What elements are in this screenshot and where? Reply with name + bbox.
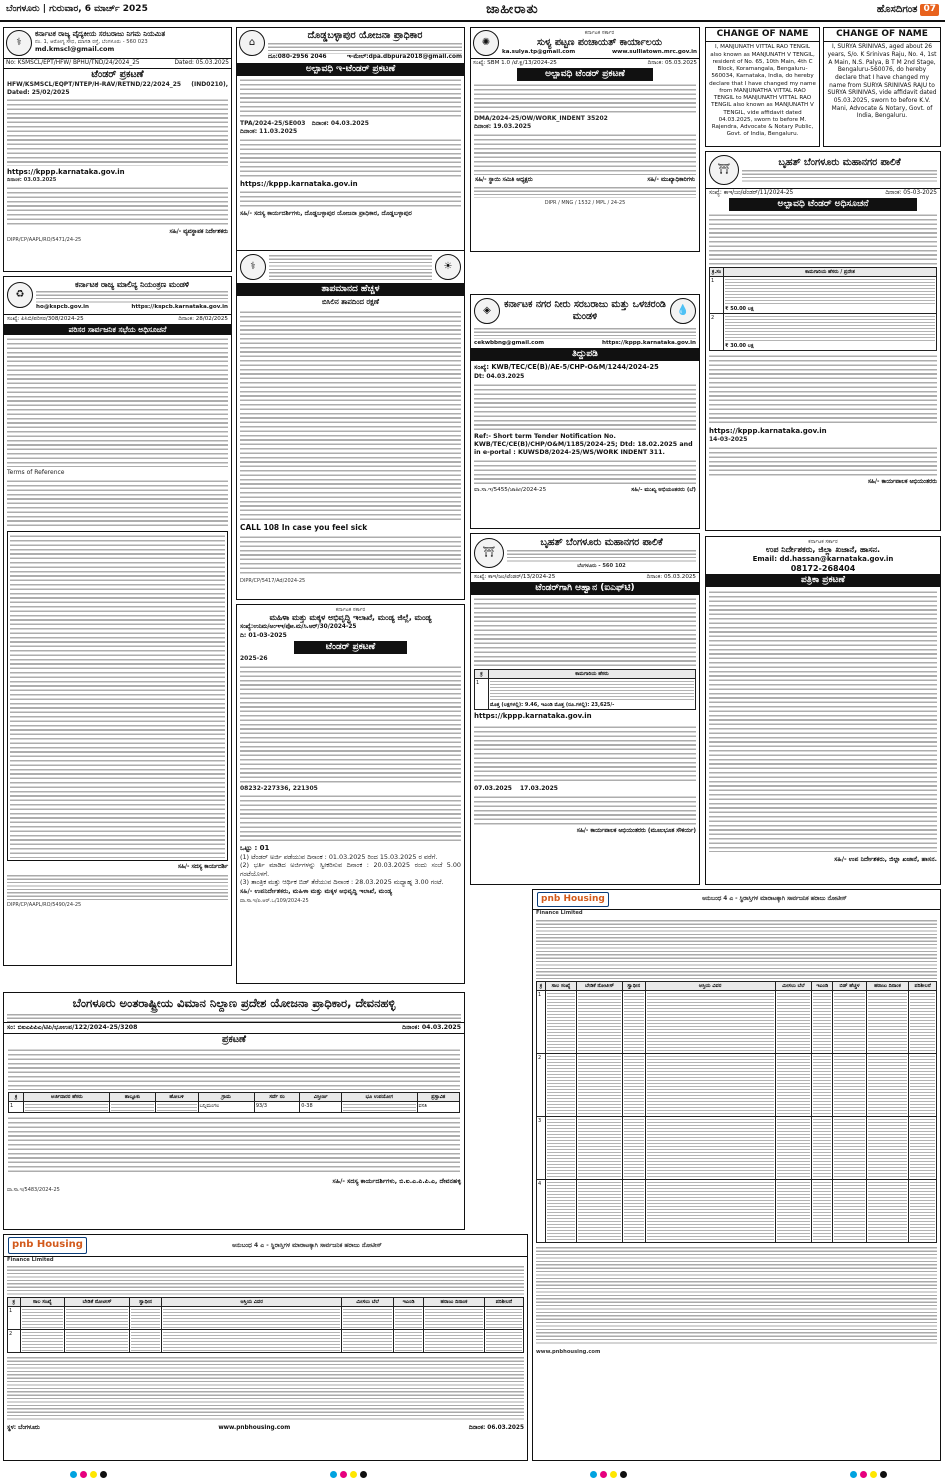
dpa-body-text-3 [240, 190, 461, 208]
kuwsdb-short-ref: Ref:- Short term Tender Notification No. KWB/TEC/CE(B)/CHP/O&M/1185/2024-25; Dtd: 18.02.2025 and in e-portal : KUWSD8/2024-25/WS/WORK INDENT 311. [474, 432, 693, 456]
bbmp-1-col-sl: ಕ್ರ.ಸಂ [710, 268, 724, 277]
dpa-tender-ref: TPA/2024-25/SE003 [240, 120, 306, 128]
bbmp-1-col-work: ಕಾಮಗಾರಿಯ ಹೆಸರು / ಪ್ರದೇಶ [724, 268, 937, 277]
biappa-title: ಬೆಂಗಳೂರು ಅಂತರಾಷ್ಟ್ರೀಯ ವಿಮಾನ ನಿಲ್ದಾಣ ಪ್ರದೇಶ ಯೋಜನಾ ಪ್ರಾಧಿಕಾರ, ದೇವನಹಳ್ಳಿ [72, 996, 396, 1010]
kspcb-emblem-icon: ♻ [7, 282, 33, 308]
kuwsdb-website[interactable]: https://kppp.karnataka.gov.in [602, 340, 696, 346]
kmscl-tender-ref: HFW/KSMSCL/EQPT/NTEP/H-RAV/RETND/22/2024_25 (IND0210), Dated: 25/02/2025 [7, 81, 228, 96]
kuwsdb-dipr: ವಾ.ಸಾ.ಇ/5455/ಜಾಹೀ/2024-25 [474, 486, 547, 493]
registration-dots-1 [70, 1471, 107, 1478]
dpa-body-text-2 [240, 138, 461, 178]
dpa-body-text [240, 78, 461, 118]
bbmp-1-notice: ಅಲ್ಪಾವಧಿ ಟೆಂಡರ್ ಅಧಿಸೂಚನೆ [729, 198, 916, 211]
table-row: 4 [537, 1179, 937, 1242]
bbmp-2-amount: ಮೊತ್ತ (ಲಕ್ಷಗಳಲ್ಲಿ): 9.46, ಇಎಂಡಿ ಮೊತ್ತ (ರೂ.ಗಳಲ್ಲಿ): 23,625/- [490, 702, 615, 709]
kmscl-portal-link[interactable]: https://kppp.karnataka.gov.in [7, 168, 125, 177]
bbmp-2-col-name: ಕಾಮಗಾರಿಯ ಹೆಸರು [489, 670, 696, 679]
dpa-email[interactable]: ಇ-ಮೇಲ್:dpa.dbpura2018@gmail.com [347, 53, 462, 60]
treasury-notice: ಪತ್ರಿಕಾ ಪ್ರಕಟಣೆ [706, 574, 940, 587]
sullia-dipr: DIPR / MNG / 1532 / MPL / 24-25 [544, 199, 626, 206]
wcd-ref: ಸಂಖ್ಯೆ:ಉನಿಮ/ಅಂಇಇ/ಪೋ.ಮ/ಸಿ.ಆರ್/30/2024-25 [240, 624, 357, 631]
table-row: 1 ಮೊತ್ತ (ಲಕ್ಷಗಳಲ್ಲಿ): 9.46, ಇಎಂಡಿ ಮೊತ್ತ (ರೂ.ಗಳಲ್ಲಿ): 23,625/- [475, 679, 696, 710]
dpa-tender-date: ದಿನಾಂಕ: 04.03.2025 [311, 120, 369, 128]
pnb-top-header [533, 890, 940, 910]
ad-pnb-housing-bottom [3, 1234, 528, 1461]
kspcb-venue-box [7, 531, 228, 861]
sullia-body-text-2 [474, 133, 696, 175]
change-name-1-title: CHANGE OF NAME [706, 28, 819, 42]
kspcb-dipr: DIPR/CP/AAPL/RO/5490/24-25 [7, 901, 82, 908]
biappa-body-text [8, 1048, 460, 1090]
wcd-dipr: ವಾ.ಸಾ.ಇ/ಪಿ.ಆರ್.ಒ/109/2024-25 [240, 897, 309, 904]
table-row: 2 [8, 1329, 524, 1352]
kmscl-body-text [7, 98, 228, 166]
wcd-signature: ಸಹಿ/- ಉಪನಿರ್ದೇಶಕರು, ಮಹಿಳಾ ಮತ್ತು ಮಕ್ಕಳ ಅಭಿವೃದ್ಧಿ ಇಲಾಖೆ, ಮಂಡ್ಯ [240, 887, 393, 895]
bbmp-2-body-text-2 [474, 725, 696, 783]
wcd-body-text [240, 665, 461, 783]
change-name-2-title: CHANGE OF NAME [824, 28, 940, 42]
bbmp-2-body-text [474, 597, 696, 667]
pnb-bottom-website[interactable]: www.pnbhousing.com [218, 1424, 291, 1431]
dpa-emblem-icon: ⌂ [239, 30, 265, 56]
pnb-top-logo [537, 892, 609, 907]
page-number: 07 [920, 4, 939, 15]
pnb-top-body-text [536, 919, 937, 979]
paper-name [877, 4, 939, 17]
bbmp-2-pin: ಬೆಂಗಳೂರು - 560 102 [577, 562, 626, 569]
bbmp-1-deadline: 14-03-2025 [709, 436, 748, 444]
biappa-land-table: ಕ್ರ ಅರ್ಜಿದಾರರ ಹೆಸರು ತಾಲ್ಲೂಕು ಹೋಬಳಿ ಗ್ರಾಮ ಸರ್ವೆ ನಂ ವಿಸ್ತೀರ್ಣ ಭೂ ಉಪಯೋಗ ಪ್ರಸ್ತಾವಿತ 1 ಬನ್ನಿಮಂಗಲ 93/3 0-38 ವಸತಿ [8, 1092, 460, 1113]
kspcb-signature: ಸಹಿ/- ಸದಸ್ಯ ಕಾರ್ಯದರ್ಶಿ [177, 863, 228, 870]
kspcb-title: ಕರ್ನಾಟಕ ರಾಜ್ಯ ಮಾಲಿನ್ಯ ನಿಯಂತ್ರಣ ಮಂಡಳಿ [74, 280, 190, 289]
table-row: 2 [537, 1053, 937, 1116]
table-row: 1 ₹ 50.00 ಲಕ್ಷ [710, 277, 937, 314]
bbmp-2-date-1: 07.03.2025 [474, 785, 512, 793]
kuwsdb-signature: ಸಹಿ/- ಮುಖ್ಯ ಅಭಿಯಂತರರು (ಬೆ) [631, 486, 696, 493]
change-name-2-body: I, SURYA SRINIVAS, aged about 26 years, S/o. K Srinivas Raju, No. 4, 1st A Main, N.S. Palya, B T M 2nd Stage, Bengaluru-560076, do hereby declare that I have changed my name from SURYA SRINIVAS RAJU to SURYA SRINIVAS, vide affidavit dated 05.03.2025, sworn to before K.V. Mani, Advocate & Notary, Govt. of India, Bengaluru. [827, 44, 937, 120]
health-emblem-left-icon: ⚕ [240, 254, 266, 280]
biappa-body-text-2 [8, 1116, 460, 1174]
registration-dots-4 [850, 1471, 887, 1478]
kspcb-body-text-2 [7, 479, 228, 529]
table-row: 1 [8, 1306, 524, 1329]
bbmp-1-emblem-icon: ⛩ [709, 155, 739, 185]
pnb-bottom-logo-main: pnb [12, 1239, 34, 1250]
pnb-top-annex: ಅನುಬಂಧ 4 ಎ - ಸ್ಥಿರಾಸ್ತಿಗಳ ಮಾರಾಟಕ್ಕಾಗಿ ಸಾರ್ವಜನಿಕ ಹರಾಜು ನೋಟೀಸ್ [702, 896, 847, 903]
pnb-top-logo-sub: Housing [563, 894, 605, 904]
bbmp-2-signature: ಸಹಿ/- ಕಾರ್ಯಪಾಲಕ ಅಭಿಯಂತರರು (ಮೂಲಭೂತ ಸೌಕರ್ಯ) [576, 827, 696, 834]
kmscl-org: ಕರ್ನಾಟಕ ರಾಜ್ಯ ವೈದ್ಯಕೀಯ ಸರಬರಾಜು ನಿಗಮ ನಿಯಮಿತ [35, 30, 166, 38]
health-body-text [240, 310, 461, 520]
health-emblem-right-icon: ☀ [435, 254, 461, 280]
sullia-signature-1: ಸಹಿ/- ಸ್ಥಾಯಿ ಸಮಿತಿ ಅಧ್ಯಕ್ಷರು [475, 176, 533, 183]
kspcb-body-text-3 [7, 874, 228, 900]
pnb-top-tagline: Finance Limited [536, 910, 583, 917]
bbmp-2-portal-link[interactable]: https://kppp.karnataka.gov.in [474, 712, 592, 721]
bbmp-1-row2-cost: ₹ 30.00 ಲಕ್ಷ [725, 343, 754, 350]
wcd-schedule-2: (2) ಭರ್ತಿ ಮಾಡಿದ ಅರ್ಜಿಗಳನ್ನು ಸ್ವೀಕರಿಸುವ ದಿನಾಂಕ : 20.03.2025 ರಂದು ಸಂಜೆ 5.00 ಗಂಟೆಯೊಳಗೆ. [240, 861, 461, 878]
dpa-deadline: ದಿನಾಂಕ: 11.03.2025 [240, 128, 298, 136]
pnb-bottom-header [4, 1235, 527, 1257]
treasury-phone: 08172-268404 [790, 564, 856, 574]
bbmp-1-body-text-2 [709, 354, 937, 424]
kuwsdb-ref: ಸಂಖ್ಯೆ: KWB/TEC/CE(B)/AE-5/CHP-O&M/1244/2024-25 [474, 363, 659, 372]
bbmp-1-title: ಬೃಹತ್ ಬೆಂಗಳೂರು ಮಹಾನಗರ ಪಾಲಿಕೆ [778, 157, 901, 169]
health-title: ತಾಪಮಾನದ ಹೆಚ್ಚಳ [237, 283, 464, 296]
sullia-body-text [474, 83, 696, 113]
wcd-gov: ಕರ್ನಾಟಕ ಸರ್ಕಾರ [335, 607, 366, 613]
biappa-use: ವಸತಿ [417, 1102, 459, 1113]
kuwsdb-emblem-right-icon: 💧 [670, 298, 696, 324]
kmscl-dipr: DIPR/CP/AAPL/RO/5471/24-25 [7, 236, 82, 243]
wcd-dated: ದಿ: 01-03-2025 [240, 632, 287, 640]
date-line: ಬೆಂಗಳೂರು | ಗುರುವಾರ, 6 ಮಾರ್ಚ್ 2025 [6, 4, 148, 15]
bbmp-1-ref: ಸಂಖ್ಯೆ: ಕಾಇ/ಜಂ/ಟೆಂಡರ್/11/2024-25 [709, 190, 794, 196]
wcd-period: 2025-26 [240, 655, 268, 663]
pnb-bottom-logo-sub: Housing [36, 1239, 83, 1250]
kspcb-tor: Terms of Reference [7, 469, 65, 477]
biappa-dipr: ವಾ.ಸಾ.ಇ/5483/2024-25 [7, 1186, 60, 1193]
kuwsdb-dated: Dt: 04.03.2025 [474, 373, 525, 381]
table-row: 1 [537, 990, 937, 1053]
ad-biappa [3, 992, 465, 1230]
paper-logo-text: ಹೊಸದಿಗಂತ [876, 3, 918, 15]
bbmp-1-portal-link[interactable]: https://kppp.karnataka.gov.in [709, 427, 827, 436]
pnb-bottom-date: ದಿನಾಂಕ: 06.03.2025 [468, 1424, 524, 1431]
treasury-title: ಉಪ ನಿರ್ದೇಶಕರು, ಜಿಲ್ಲಾ ಖಜಾನೆ, ಹಾಸನ. [765, 545, 881, 555]
bbmp-1-body-text-3 [709, 446, 937, 476]
kspcb-dated: ದಿನಾಂಕ: 28/02/2025 [178, 315, 228, 322]
bbmp-2-date-2: 17.03.2025 [519, 785, 558, 793]
bbmp-2-ref: ಸಂಖ್ಯೆ: ಕಾಇ/ಜಂ/ಟೆಂಡರ್/13/2024-25 [474, 574, 556, 581]
dpa-portal-link[interactable]: https://kppp.karnataka.gov.in [240, 179, 358, 188]
pnb-top-terms-text [536, 1246, 937, 1346]
kmscl-deadline: ದಿನಾಂಕ: 03.03.2025 [7, 177, 57, 184]
bbmp-1-signature: ಸಹಿ/- ಕಾರ್ಯಪಾಲಕ ಅಭಿಯಂತರರು [867, 478, 937, 485]
table-row: 2 ₹ 30.00 ಲಕ್ಷ [710, 314, 937, 351]
ad-sullia [470, 27, 700, 252]
wcd-notice: ಟೆಂಡರ್ ಪ್ರಕಟಣೆ [294, 641, 408, 654]
sullia-signature-2: ಸಹಿ/- ಮುಖ್ಯಾಧಿಕಾರಿಗಳು [647, 176, 695, 183]
bbmp-1-row1-cost: ₹ 50.00 ಲಕ್ಷ [725, 306, 754, 313]
kuwsdb-body-text [474, 383, 696, 431]
kmscl-ref-no: No: KSMSCL/EPT/HFW/ BPHU/TND/24/2024_25 [6, 60, 140, 66]
sullia-ref: ಸಂಖ್ಯೆ: SBM 1.0 /ಟೆ.ಕ್ಲ/13/2024-25 [473, 60, 557, 66]
biappa-village: ಬನ್ನಿಮಂಗಲ [198, 1102, 254, 1113]
registration-dots-3 [590, 1471, 627, 1478]
kspcb-notice: ಪರಿಸರ ಸಾರ್ವಜನಿಕ ಸಭೆಯ ಅಧಿಸೂಚನೆ [4, 324, 231, 335]
sullia-gov: ಕರ್ನಾಟಕ ಸರ್ಕಾರ [584, 30, 615, 37]
ad-dpa [236, 27, 465, 272]
biappa-signature: ಸಹಿ/- ಸದಸ್ಯ ಕಾರ್ಯದರ್ಶಿಗಳು, ಬಿ.ಐ.ಎ.ಪಿ.ಪಿ.ಎ, ದೇವನಹಳ್ಳಿ [332, 1178, 461, 1185]
health-body-text-2 [240, 535, 461, 575]
biappa-ref: ಸಂ: ಬಿಐಎಪಿಪಿಎ/ಟಿಪಿ/ಭೂಉಪ/122/2024-25/3208 [7, 1024, 138, 1032]
wcd-schedule-title: ಒಟ್ಟು : 01 [240, 844, 270, 853]
ad-health [236, 250, 465, 600]
dpa-title: ದೊಡ್ಡಬಳ್ಳಾಪುರ ಯೋಜನಾ ಪ್ರಾಧಿಕಾರ [307, 30, 423, 41]
sullia-notice: ಅಲ್ಪಾವಧಿ ಟೆಂಡರ್ ಪ್ರಕಟಣೆ [517, 68, 654, 81]
ad-kmscl [3, 27, 232, 272]
kuwsdb-emblem-left-icon: ◈ [474, 298, 500, 324]
pnb-top-property-table: ಕ್ರ ಸಾಲ ಸಂಖ್ಯೆ ಬೇಡಿಕೆ ನೋಟೀಸ್ ಸ್ವಾಧೀನ ಆಸ್ತಿಯ ವಿವರ ಮೀಸಲು ಬೆಲೆ ಇಎಂಡಿ ಬಿಡ್ ಹೆಚ್ಚಳ ಹರಾಜು ದಿನಾಂಕ ಪರಿಶೀಲನೆ 1 2 3 4 [536, 981, 937, 1243]
wcd-title: ಮಹಿಳಾ ಮತ್ತು ಮಕ್ಕಳ ಅಭಿವೃದ್ಧಿ ಇಲಾಖೆ, ಮಂಡ್ಯ ಜಿಲ್ಲೆ, ಮಂಡ್ಯ [269, 613, 432, 623]
wcd-schedule-3: (3) ತಾಂತ್ರಿಕ ಮತ್ತು ಆರ್ಥಿಕ ಬಿಡ್ ತೆರೆಯುವ ದಿನಾಂಕ : 28.03.2025 ಮಧ್ಯಾಹ್ನ 3.00 ಗಂಟೆ. [240, 877, 444, 886]
kspcb-email[interactable]: ho@kspcb.gov.in [36, 303, 89, 310]
health-dipr: DIPR/CP/5417/Ad/2024-25 [240, 578, 306, 585]
dpa-ref-line [237, 120, 464, 128]
kmscl-dated: Dated: 05.03.2025 [174, 60, 229, 66]
kmscl-email[interactable]: md.kmscl@gmail.com [35, 45, 115, 54]
sullia-website[interactable]: www.sulliatown.mrc.gov.in [612, 48, 697, 55]
ad-wcd [236, 604, 465, 984]
ad-pnb-housing-top [532, 889, 941, 1461]
ad-kuwsdb [470, 294, 700, 529]
bbmp-2-body-text-3 [474, 795, 696, 825]
pnb-bottom-body-text [7, 1265, 524, 1295]
ad-bbmp-1 [705, 151, 941, 531]
change-name-1-body: I, MANJUNATH VITTAL RAO TENGIL also known as MANJUNATH V TENGIL, resident of No. 65, 10th Main, 4th C Block, Koramangala, Bengaluru-560034, Karnataka, India, do hereby declare that I have changed my name from MANJUNATHA VITTAL RAO TENGIL to MANJUNATH VITTAL RAO TENGIL also known as MANJUNATH V TENGIL, vide affidavit dated 04.03.2025, sworn to before M. Rajendra, Advocate & Notary Public, Govt. of India, Bengaluru. [709, 44, 816, 138]
health-subtitle: ಬಿಸಿಲಿನ ತಾಪದಿಂದ ರಕ್ಷಣೆ [321, 298, 380, 307]
sullia-title: ಸುಳ್ಯ ಪಟ್ಟಣ ಪಂಚಾಯತ್ ಕಾರ್ಯಾಲಯ [536, 36, 662, 48]
page-header [0, 0, 945, 22]
bbmp-2-dated: ದಿನಾಂಕ: 05.03.2025 [646, 574, 696, 581]
sullia-body-text-3 [474, 186, 696, 198]
wcd-body-text-2 [240, 794, 461, 842]
treasury-gov: ಕರ್ನಾಟಕ ಸರ್ಕಾರ [808, 539, 838, 545]
kmscl-body-text-2 [7, 186, 228, 226]
ad-change-of-name-1 [705, 27, 820, 147]
ad-change-of-name-2 [823, 27, 941, 147]
treasury-body-text [709, 590, 937, 852]
pnb-bottom-logo [8, 1237, 87, 1254]
kuwsdb-notice: ತಿದ್ದುಪಡಿ [471, 348, 699, 361]
kspcb-ref: ಸಂಖ್ಯೆ: ಪಿಸಿಬಿ/ಪರಿಸರ/308/2024-25 [7, 315, 84, 322]
table-row: 1 ಬನ್ನಿಮಂಗಲ 93/3 0-38 ವಸತಿ [9, 1102, 460, 1113]
table-row: 3 [537, 1116, 937, 1179]
pnb-bottom-terms-text [7, 1356, 524, 1422]
health-helpline: CALL 108 In case you feel sick [240, 523, 368, 532]
dpa-phone: ದೂ:080-2956 2046 [268, 53, 327, 60]
dpa-signature: ಸಹಿ/- ಸದಸ್ಯ ಕಾರ್ಯದರ್ಶಿಗಳು, ದೊಡ್ಡಬಳ್ಳಾಪುರ ಯೋಜನಾ ಪ್ರಾಧಿಕಾರ, ದೊಡ್ಡಬಳ್ಳಾಪುರ [240, 210, 412, 218]
sullia-deadline: ದಿನಾಂಕ: 19.03.2025 [474, 122, 532, 130]
sullia-emblem-icon: ✺ [473, 30, 499, 56]
pnb-top-website[interactable]: www.pnbhousing.com [536, 1348, 601, 1355]
wcd-schedule-1: (1) ಟೆಂಡರ್ ಅರ್ಜಿ ಪಡೆಯುವ ದಿನಾಂಕ : 01.03.2025 ರಿಂದ 15.03.2025 ರ ವರೆಗೆ. [240, 853, 438, 862]
bbmp-1-body-text [709, 213, 937, 265]
pnb-bottom-tagline: Finance Limited [7, 1256, 54, 1263]
pnb-top-logo-main: pnb [541, 894, 561, 904]
ad-bbmp-2 [470, 533, 700, 885]
bbmp-2-works-table: ಕ್ರ ಕಾಮಗಾರಿಯ ಹೆಸರು 1 ಮೊತ್ತ (ಲಕ್ಷಗಳಲ್ಲಿ): 9.46, ಇಎಂಡಿ ಮೊತ್ತ (ರೂ.ಗಳಲ್ಲಿ): 23,625/- [474, 669, 696, 710]
ad-treasury [705, 536, 941, 885]
wcd-phone: 08232-227336, 221305 [240, 784, 318, 792]
kspcb-body-text [7, 337, 228, 467]
kuwsdb-title: ಕರ್ನಾಟಕ ನಗರ ನೀರು ಸರಬರಾಜು ಮತ್ತು ಒಳಚರಂಡಿ ಮಂಡಳಿ [504, 299, 666, 322]
registration-dots-2 [330, 1471, 367, 1478]
sullia-indent: DMA/2024-25/OW/WORK_INDENT 35202 [474, 115, 608, 123]
kuwsdb-email[interactable]: cekwbbng@gmail.com [474, 340, 545, 346]
bbmp-1-dated: ದಿನಾಂಕ: 05-03-2025 [885, 190, 937, 196]
bbmp-1-works-table [709, 267, 937, 351]
kmscl-address: ನಂ. 1, ಆರೋಗ್ಯ ಸೌಧ, ಮಾಗಡಿ ರಸ್ತೆ, ಬೆಂಗಳೂರು - 560 023 [35, 38, 148, 45]
bbmp-2-title: ಬೃಹತ್ ಬೆಂಗಳೂರು ಮಹಾನಗರ ಪಾಲಿಕೆ [540, 537, 663, 548]
sullia-email[interactable]: ka.sulya.tp@gmail.com [502, 48, 576, 55]
sullia-dated: ದಿನಾಂಕ: 05.03.2025 [647, 60, 697, 66]
kmscl-signature: ಸಹಿ/- ವ್ಯವಸ್ಥಾಪಕ ನಿರ್ದೇಶಕರು [169, 228, 228, 235]
kspcb-website[interactable]: https://kspcb.karnataka.gov.in [131, 303, 228, 310]
pnb-bottom-place: ಸ್ಥಳ: ಬೆಂಗಳೂರು [7, 1424, 40, 1431]
kmscl-emblem-icon: ⚕ [6, 30, 32, 56]
bbmp-2-notice: ಟೆಂಡರ್‌ಗಾಗಿ ಆಹ್ವಾನ (ಐಎಫ್‌ಟಿ) [471, 582, 699, 595]
kmscl-title: ಟೆಂಡರ್ ಪ್ರಕಟಣೆ [91, 69, 144, 81]
biappa-dated: ದಿನಾಂಕ: 04.03.2025 [402, 1024, 461, 1032]
treasury-signature: ಸಹಿ/- ಉಪ ನಿರ್ದೇಶಕರು, ಜಿಲ್ಲಾ ಖಜಾನೆ, ಹಾಸನ. [834, 856, 937, 864]
biappa-extent: 0-38 [300, 1102, 342, 1113]
treasury-email[interactable]: Email: dd.hassan@karnataka.gov.in [752, 555, 894, 564]
bbmp-2-emblem-icon: ⛩ [474, 538, 504, 568]
biappa-notice: ಪ್ರಕಟಣೆ [222, 1034, 246, 1046]
section-title: ಜಾಹೀರಾತು [486, 1, 539, 17]
kuwsdb-body-text-2 [474, 459, 696, 485]
biappa-survey: 93/3 [254, 1102, 299, 1113]
pnb-bottom-property-table: ಕ್ರ ಸಾಲ ಸಂಖ್ಯೆ ಬೇಡಿಕೆ ನೋಟೀಸ್ ಸ್ವಾಧೀನ ಆಸ್ತಿಯ ವಿವರ ಮೀಸಲು ಬೆಲೆ ಇಎಂಡಿ ಹರಾಜು ದಿನಾಂಕ ಪರಿಶೀಲನೆ 1 2 [7, 1297, 524, 1353]
ad-kspcb [3, 276, 232, 966]
dpa-notice: ಅಲ್ಪಾವಧಿ ಇ-ಟೆಂಡರ್ ಪ್ರಕಟಣೆ [237, 63, 464, 76]
pnb-bottom-annex: ಅನುಬಂಧ 4 ಎ - ಸ್ಥಿರಾಸ್ತಿಗಳ ಮಾರಾಟಕ್ಕಾಗಿ ಸಾರ್ವಜನಿಕ ಹರಾಜು ನೋಟೀಸ್ [232, 1241, 382, 1249]
